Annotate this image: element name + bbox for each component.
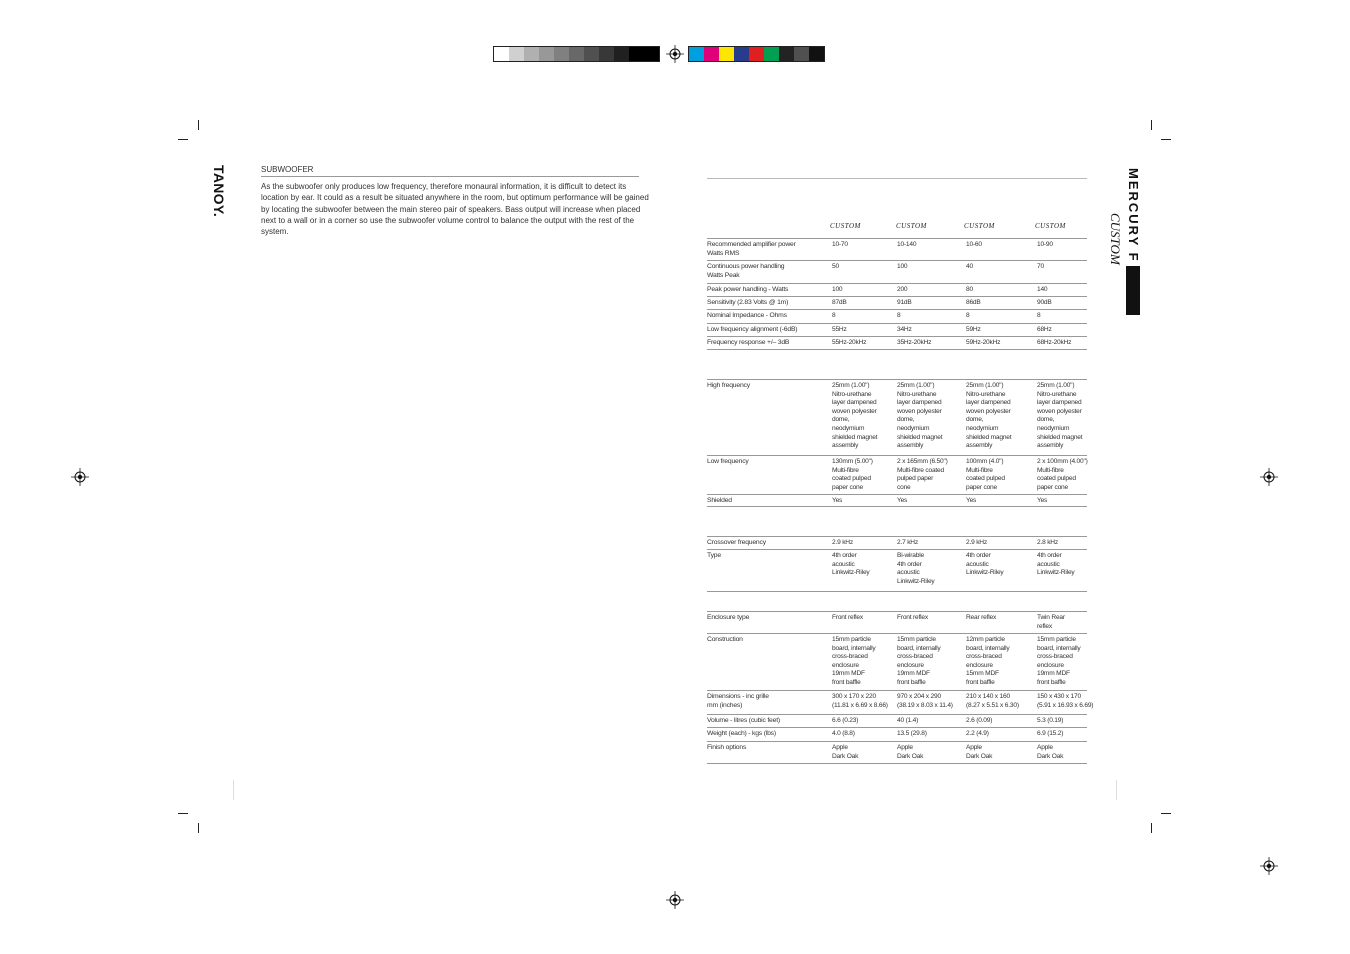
table-cell: 50 bbox=[832, 263, 839, 270]
registration-mark-icon bbox=[1260, 857, 1278, 875]
row-label: Nominal Impedance - Ohms bbox=[707, 312, 787, 319]
brand-line-1: MERCURY F bbox=[1126, 165, 1141, 266]
table-cell: 55Hz bbox=[832, 326, 847, 333]
color-swatch bbox=[689, 47, 704, 61]
table-cell: 2.8 kHz bbox=[1037, 539, 1058, 546]
row-label: Frequency response +/– 3dB bbox=[707, 339, 790, 346]
table-cell: Yes bbox=[1037, 497, 1048, 504]
tannoy-logo bbox=[193, 165, 233, 225]
crop-mark bbox=[198, 120, 199, 130]
color-swatch bbox=[644, 47, 659, 61]
table-cell: 6.9 (15.2) bbox=[1037, 730, 1064, 737]
row-label: Low frequency bbox=[707, 458, 749, 465]
table-cell: 70 bbox=[1037, 263, 1044, 270]
row-label: Weight (each) - kgs (lbs) bbox=[707, 730, 776, 737]
crop-mark bbox=[178, 813, 188, 814]
color-swatch bbox=[494, 47, 509, 61]
table-row bbox=[707, 296, 1087, 306]
table-cell: 87dB bbox=[832, 299, 847, 306]
table-group-end-rule bbox=[707, 506, 1087, 507]
table-row bbox=[707, 633, 1087, 686]
row-label: Finish options bbox=[707, 744, 747, 751]
table-cell: 68Hz-20kHz bbox=[1037, 339, 1072, 346]
color-swatch bbox=[734, 47, 749, 61]
column-header: CUSTOM bbox=[830, 222, 861, 230]
table-cell: 13.5 (29.8) bbox=[897, 730, 927, 737]
table-row bbox=[707, 611, 1087, 630]
brand-line-2: CUSTOM bbox=[1108, 213, 1123, 265]
registration-mark-icon bbox=[71, 468, 89, 486]
table-cell: 25mm (1.00") Nitro-urethane layer dampened woven polyester dome, neodymium shielded magnet assembly bbox=[1037, 382, 1083, 450]
table-cell: 59Hz bbox=[966, 326, 981, 333]
color-swatch bbox=[509, 47, 524, 61]
crop-mark bbox=[178, 139, 188, 140]
table-cell: 40 (1.4) bbox=[897, 717, 919, 724]
section-paragraph: As the subwoofer only produces low frequency, therefore monaural information, it is difficult to detect its location by ear. It could as a result be situated anywhere in the room, but optimum performance will be gained by locating the subwoofer between the main stereo pair of speakers. Bass output will increase when placed next to a wall or in a corner so use the subwoofer volume control to balance the output with the rest of the system. bbox=[261, 182, 649, 237]
table-cell: 8 bbox=[966, 312, 970, 319]
color-swatch bbox=[614, 47, 629, 61]
color-swatch bbox=[704, 47, 719, 61]
table-row bbox=[707, 323, 1087, 333]
table-cell: Front reflex bbox=[897, 614, 928, 621]
table-row bbox=[707, 309, 1087, 319]
table-cell: 25mm (1.00") Nitro-urethane layer dampened woven polyester dome, neodymium shielded magnet assembly bbox=[832, 382, 878, 450]
color-swatch bbox=[719, 47, 734, 61]
logo-text: TANOY. bbox=[211, 165, 227, 218]
fold-guide bbox=[233, 780, 234, 800]
table-cell: 90dB bbox=[1037, 299, 1052, 306]
table-cell: 150 x 430 x 170 (5.91 x 16.93 x 6.69) bbox=[1037, 693, 1094, 709]
table-cell: 15mm particle board, internally cross-braced enclosure 19mm MDF front baffle bbox=[1037, 636, 1081, 686]
color-swatch bbox=[764, 47, 779, 61]
row-label: Enclosure type bbox=[707, 614, 750, 621]
table-row bbox=[707, 238, 1087, 257]
row-label: Peak power handling - Watts bbox=[707, 286, 789, 293]
table-cell: 4th order acoustic Linkwitz-Riley bbox=[1037, 552, 1075, 577]
table-cell: 59Hz-20kHz bbox=[966, 339, 1001, 346]
table-cell: 100mm (4.0") Multi-fibre coated pulped paper cone bbox=[966, 458, 1005, 491]
table-cell: Apple Dark Oak bbox=[897, 744, 924, 760]
table-cell: 8 bbox=[897, 312, 901, 319]
table-cell: 2.9 kHz bbox=[832, 539, 853, 546]
table-row bbox=[707, 260, 1087, 279]
table-top-rule bbox=[707, 178, 1087, 179]
color-swatch bbox=[524, 47, 539, 61]
table-row bbox=[707, 549, 1087, 585]
table-row bbox=[707, 336, 1087, 346]
table-cell: 100 bbox=[897, 263, 908, 270]
table-cell: 140 bbox=[1037, 286, 1048, 293]
color-swatch bbox=[779, 47, 794, 61]
table-cell: 2.6 (0.09) bbox=[966, 717, 993, 724]
row-label: Construction bbox=[707, 636, 743, 643]
row-label: Shielded bbox=[707, 497, 732, 504]
section-title: SUBWOOFER bbox=[261, 165, 639, 177]
color-swatch bbox=[539, 47, 554, 61]
table-cell: Rear reflex bbox=[966, 614, 997, 621]
crop-mark bbox=[1151, 120, 1152, 130]
gray-color-bar bbox=[493, 46, 660, 62]
crop-mark bbox=[198, 823, 199, 833]
table-row bbox=[707, 690, 1094, 709]
table-cell: 6.6 (0.23) bbox=[832, 717, 859, 724]
process-color-bar bbox=[688, 46, 825, 62]
table-cell: Front reflex bbox=[832, 614, 863, 621]
table-row bbox=[707, 727, 1087, 737]
table-cell: 12mm particle board, internally cross-braced enclosure 15mm MDF front baffle bbox=[966, 636, 1010, 686]
table-row bbox=[707, 494, 1087, 504]
table-row bbox=[707, 714, 1087, 724]
table-cell: 2.2 (4.9) bbox=[966, 730, 989, 737]
table-cell: 91dB bbox=[897, 299, 912, 306]
table-cell: 10-140 bbox=[897, 241, 917, 248]
table-cell: 8 bbox=[832, 312, 836, 319]
table-cell: 25mm (1.00") Nitro-urethane layer dampened woven polyester dome, neodymium shielded magnet assembly bbox=[897, 382, 943, 450]
table-cell: 2 x 165mm (6.50") Multi-fibre coated pulped paper cone bbox=[897, 458, 948, 491]
table-cell: Yes bbox=[832, 497, 843, 504]
table-cell: Yes bbox=[897, 497, 908, 504]
table-cell: 86dB bbox=[966, 299, 981, 306]
table-cell: 2.9 kHz bbox=[966, 539, 987, 546]
row-label: Type bbox=[707, 552, 721, 559]
table-cell: 15mm particle board, internally cross-braced enclosure 19mm MDF front baffle bbox=[832, 636, 876, 686]
row-label: Crossover frequency bbox=[707, 539, 766, 546]
fold-guide bbox=[1116, 780, 1117, 800]
crop-mark bbox=[1161, 139, 1171, 140]
row-label: Recommended amplifier power Watts RMS bbox=[707, 241, 796, 257]
table-cell: 5.3 (0.19) bbox=[1037, 717, 1064, 724]
table-cell: 80 bbox=[966, 286, 973, 293]
table-cell: 200 bbox=[897, 286, 908, 293]
mercury-custom-brand-mark bbox=[1108, 165, 1142, 315]
row-label: High frequency bbox=[707, 382, 750, 389]
column-header: CUSTOM bbox=[1035, 222, 1066, 230]
table-cell: 35Hz-20kHz bbox=[897, 339, 932, 346]
table-cell: 130mm (5.00") Multi-fibre coated pulped paper cone bbox=[832, 458, 873, 491]
column-header: CUSTOM bbox=[964, 222, 995, 230]
row-label: Volume - litres (cubic feet) bbox=[707, 717, 780, 724]
registration-mark-icon bbox=[666, 891, 684, 909]
row-label: Continuous power handling Watts Peak bbox=[707, 263, 785, 279]
color-swatch bbox=[584, 47, 599, 61]
table-cell: 25mm (1.00") Nitro-urethane layer dampened woven polyester dome, neodymium shielded magnet assembly bbox=[966, 382, 1012, 450]
table-cell: 4.0 (8.8) bbox=[832, 730, 855, 737]
column-header: CUSTOM bbox=[896, 222, 927, 230]
table-cell: 10-60 bbox=[966, 241, 982, 248]
table-cell: 100 bbox=[832, 286, 843, 293]
table-row bbox=[707, 379, 1087, 450]
table-cell: 4th order acoustic Linkwitz-Riley bbox=[832, 552, 870, 577]
crop-mark bbox=[1161, 813, 1171, 814]
table-row bbox=[707, 741, 1087, 760]
table-cell: Apple Dark Oak bbox=[1037, 744, 1064, 760]
row-label: Dimensions - inc grille mm (inches) bbox=[707, 693, 769, 709]
table-cell: 2.7 kHz bbox=[897, 539, 918, 546]
crop-mark bbox=[1151, 823, 1152, 833]
color-swatch bbox=[554, 47, 569, 61]
table-row bbox=[707, 455, 1088, 491]
table-cell: 210 x 140 x 160 (8.27 x 5.51 x 6.30) bbox=[966, 693, 1019, 709]
table-cell: 55Hz-20kHz bbox=[832, 339, 867, 346]
table-cell: 10-70 bbox=[832, 241, 848, 248]
table-cell: 15mm particle board, internally cross-braced enclosure 19mm MDF front baffle bbox=[897, 636, 941, 686]
color-swatch bbox=[629, 47, 644, 61]
table-cell: Apple Dark Oak bbox=[966, 744, 993, 760]
table-cell: Bi-wirable 4th order acoustic Linkwitz-Riley bbox=[897, 552, 935, 585]
color-swatch bbox=[794, 47, 809, 61]
table-cell: 10-90 bbox=[1037, 241, 1053, 248]
registration-mark-icon bbox=[1260, 468, 1278, 486]
registration-mark-icon bbox=[666, 45, 684, 63]
table-cell: 34Hz bbox=[897, 326, 912, 333]
color-swatch bbox=[569, 47, 584, 61]
row-label: Low frequency alignment (-6dB) bbox=[707, 326, 798, 333]
table-cell: 2 x 100mm (4.00") Multi-fibre coated pulped paper cone bbox=[1037, 458, 1088, 491]
table-cell: 8 bbox=[1037, 312, 1041, 319]
color-swatch bbox=[599, 47, 614, 61]
table-cell: 4th order acoustic Linkwitz-Riley bbox=[966, 552, 1004, 577]
table-cell: 970 x 204 x 290 (38.19 x 8.03 x 11.4) bbox=[897, 693, 953, 709]
table-cell: 68Hz bbox=[1037, 326, 1052, 333]
table-cell: 300 x 170 x 220 (11.81 x 6.69 x 8.66) bbox=[832, 693, 888, 709]
table-cell: 40 bbox=[966, 263, 973, 270]
table-group-end-rule bbox=[707, 349, 1087, 350]
table-row bbox=[707, 283, 1087, 293]
table-cell: Yes bbox=[966, 497, 977, 504]
table-row bbox=[707, 536, 1087, 546]
color-swatch bbox=[749, 47, 764, 61]
table-cell: Twin Rear reflex bbox=[1037, 614, 1065, 630]
table-group-end-rule bbox=[707, 591, 1087, 592]
table-group-end-rule bbox=[707, 763, 1087, 764]
table-cell: Apple Dark Oak bbox=[832, 744, 859, 760]
row-label: Sensitivity (2.83 Volts @ 1m) bbox=[707, 299, 789, 306]
color-swatch bbox=[809, 47, 824, 61]
